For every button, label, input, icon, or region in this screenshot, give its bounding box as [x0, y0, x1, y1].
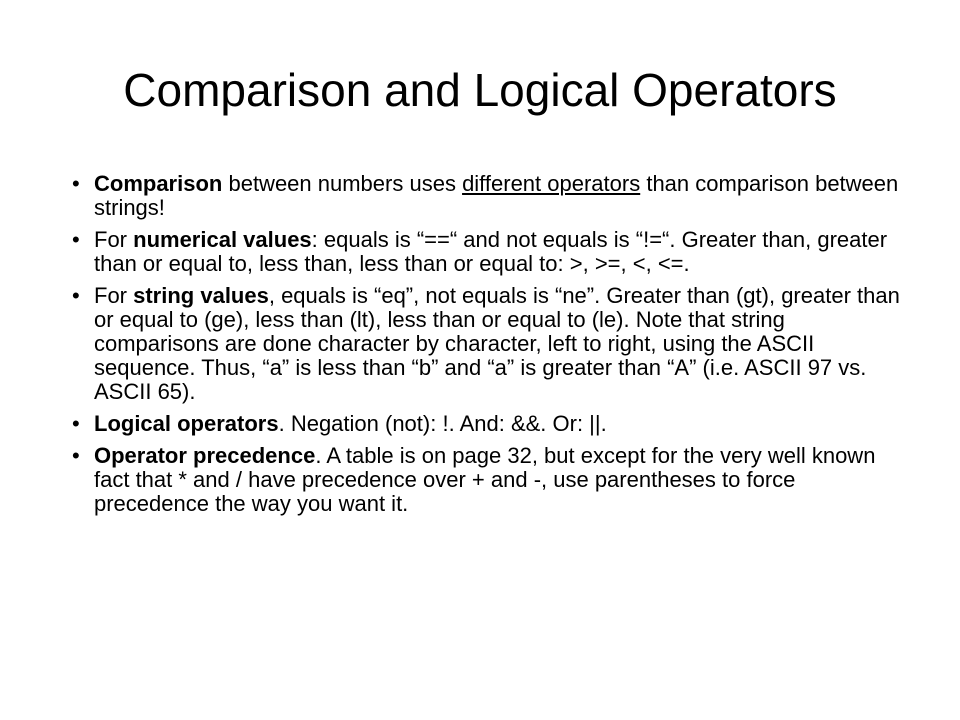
bullet-list — [72, 172, 912, 524]
bullet-term: Comparison — [94, 171, 223, 196]
bullet-term: Operator precedence — [94, 443, 316, 468]
bullet-text: For — [94, 283, 134, 308]
bullet-text: , equals is “eq”, not equals is “ne”. Greater than (gt), greater than or equal to (ge), less than (lt), less than or equal to (le). Note that string comparisons are done character by character, left to right, using the ASCII sequence. Thus, “a” is less than “b” and “a” is greater than “A” (i.e. ASCII 97 vs. ASCII 65). — [94, 283, 900, 404]
bullet-numerical-values — [72, 228, 912, 276]
bullet-term: numerical values — [133, 227, 312, 252]
bullet-comparison — [72, 172, 912, 220]
bullet-marker: • — [72, 283, 80, 308]
bullet-term: Logical operators — [94, 411, 279, 436]
bullet-logical-operators — [72, 412, 912, 436]
bullet-string-values — [72, 284, 912, 404]
bullet-text: : equals is “==“ and not equals is “!=“. Greater than, greater than or equal to, less than, less than or equal to: >, >=, <, <=. — [94, 227, 888, 276]
bullet-text: than comparison between strings! — [94, 171, 899, 220]
bullet-operator-precedence — [72, 444, 912, 516]
bullet-text: . A table is on page 32, but except for the very well known fact that * and / have precedence over + and -, use parentheses to force precedence the way you want it. — [94, 443, 876, 516]
bullet-text: . Negation (not): !. And: &&. Or: ||. — [278, 411, 607, 436]
bullet-text: For — [94, 227, 134, 252]
bullet-underlined-text: different operators — [462, 171, 641, 196]
bullet-marker: • — [72, 227, 80, 252]
slide-title: Comparison and Logical Operators — [123, 64, 837, 116]
bullet-term: string values — [133, 283, 269, 308]
bullet-text: between numbers uses — [222, 171, 463, 196]
bullet-marker: • — [72, 171, 80, 196]
bullet-marker: • — [72, 411, 80, 436]
bullet-marker: • — [72, 443, 80, 468]
